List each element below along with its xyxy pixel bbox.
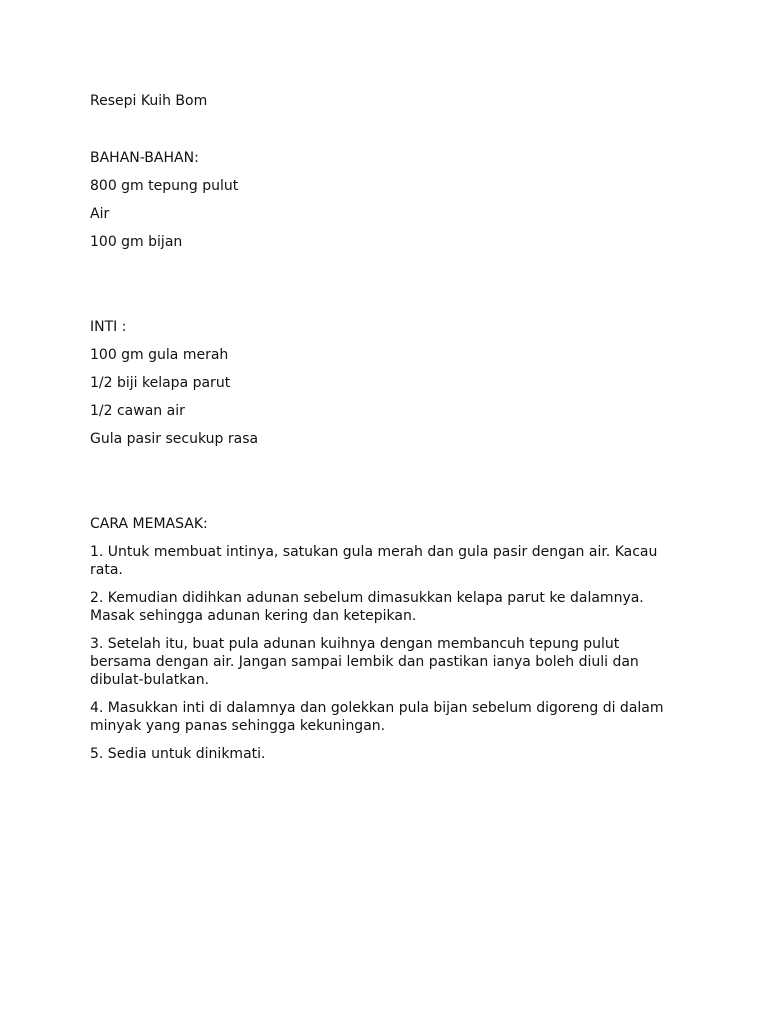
filling-item: Gula pasir secukup rasa bbox=[90, 431, 259, 447]
ingredient-item: 100 gm bijan bbox=[90, 234, 183, 250]
filling-heading: INTI : bbox=[90, 319, 127, 335]
method-step: 2. Kemudian didihkan adunan sebelum dimasukkan kelapa parut ke dalamnya. Masak sehingga adunan kering dan ketepikan. bbox=[90, 590, 644, 624]
method-heading: CARA MEMASAK: bbox=[90, 516, 208, 532]
filling-item: 100 gm gula merah bbox=[90, 347, 229, 363]
ingredient-item: Air bbox=[90, 206, 110, 222]
ingredients-heading: BAHAN-BAHAN: bbox=[90, 150, 199, 166]
filling-item: 1/2 cawan air bbox=[90, 403, 185, 419]
method-step: 4. Masukkan inti di dalamnya dan golekkan pula bijan sebelum digoreng di dalam minyak yang panas sehingga kekuningan. bbox=[90, 700, 664, 734]
method-step: 3. Setelah itu, buat pula adunan kuihnya dengan membancuh tepung pulut bersama dengan air. Jangan sampai lembik dan pastikan ianya boleh diuli dan dibulat-bulatkan. bbox=[90, 636, 639, 688]
method-steps bbox=[90, 543, 670, 773]
method-step: 1. Untuk membuat intinya, satukan gula merah dan gula pasir dengan air. Kacau rata. bbox=[90, 544, 658, 578]
document-title: Resepi Kuih Bom bbox=[90, 93, 208, 109]
ingredient-item: 800 gm tepung pulut bbox=[90, 178, 239, 194]
method-step: 5. Sedia untuk dinikmati. bbox=[90, 746, 266, 762]
filling-list bbox=[90, 346, 670, 458]
ingredients-list bbox=[90, 177, 670, 261]
filling-item: 1/2 biji kelapa parut bbox=[90, 375, 231, 391]
